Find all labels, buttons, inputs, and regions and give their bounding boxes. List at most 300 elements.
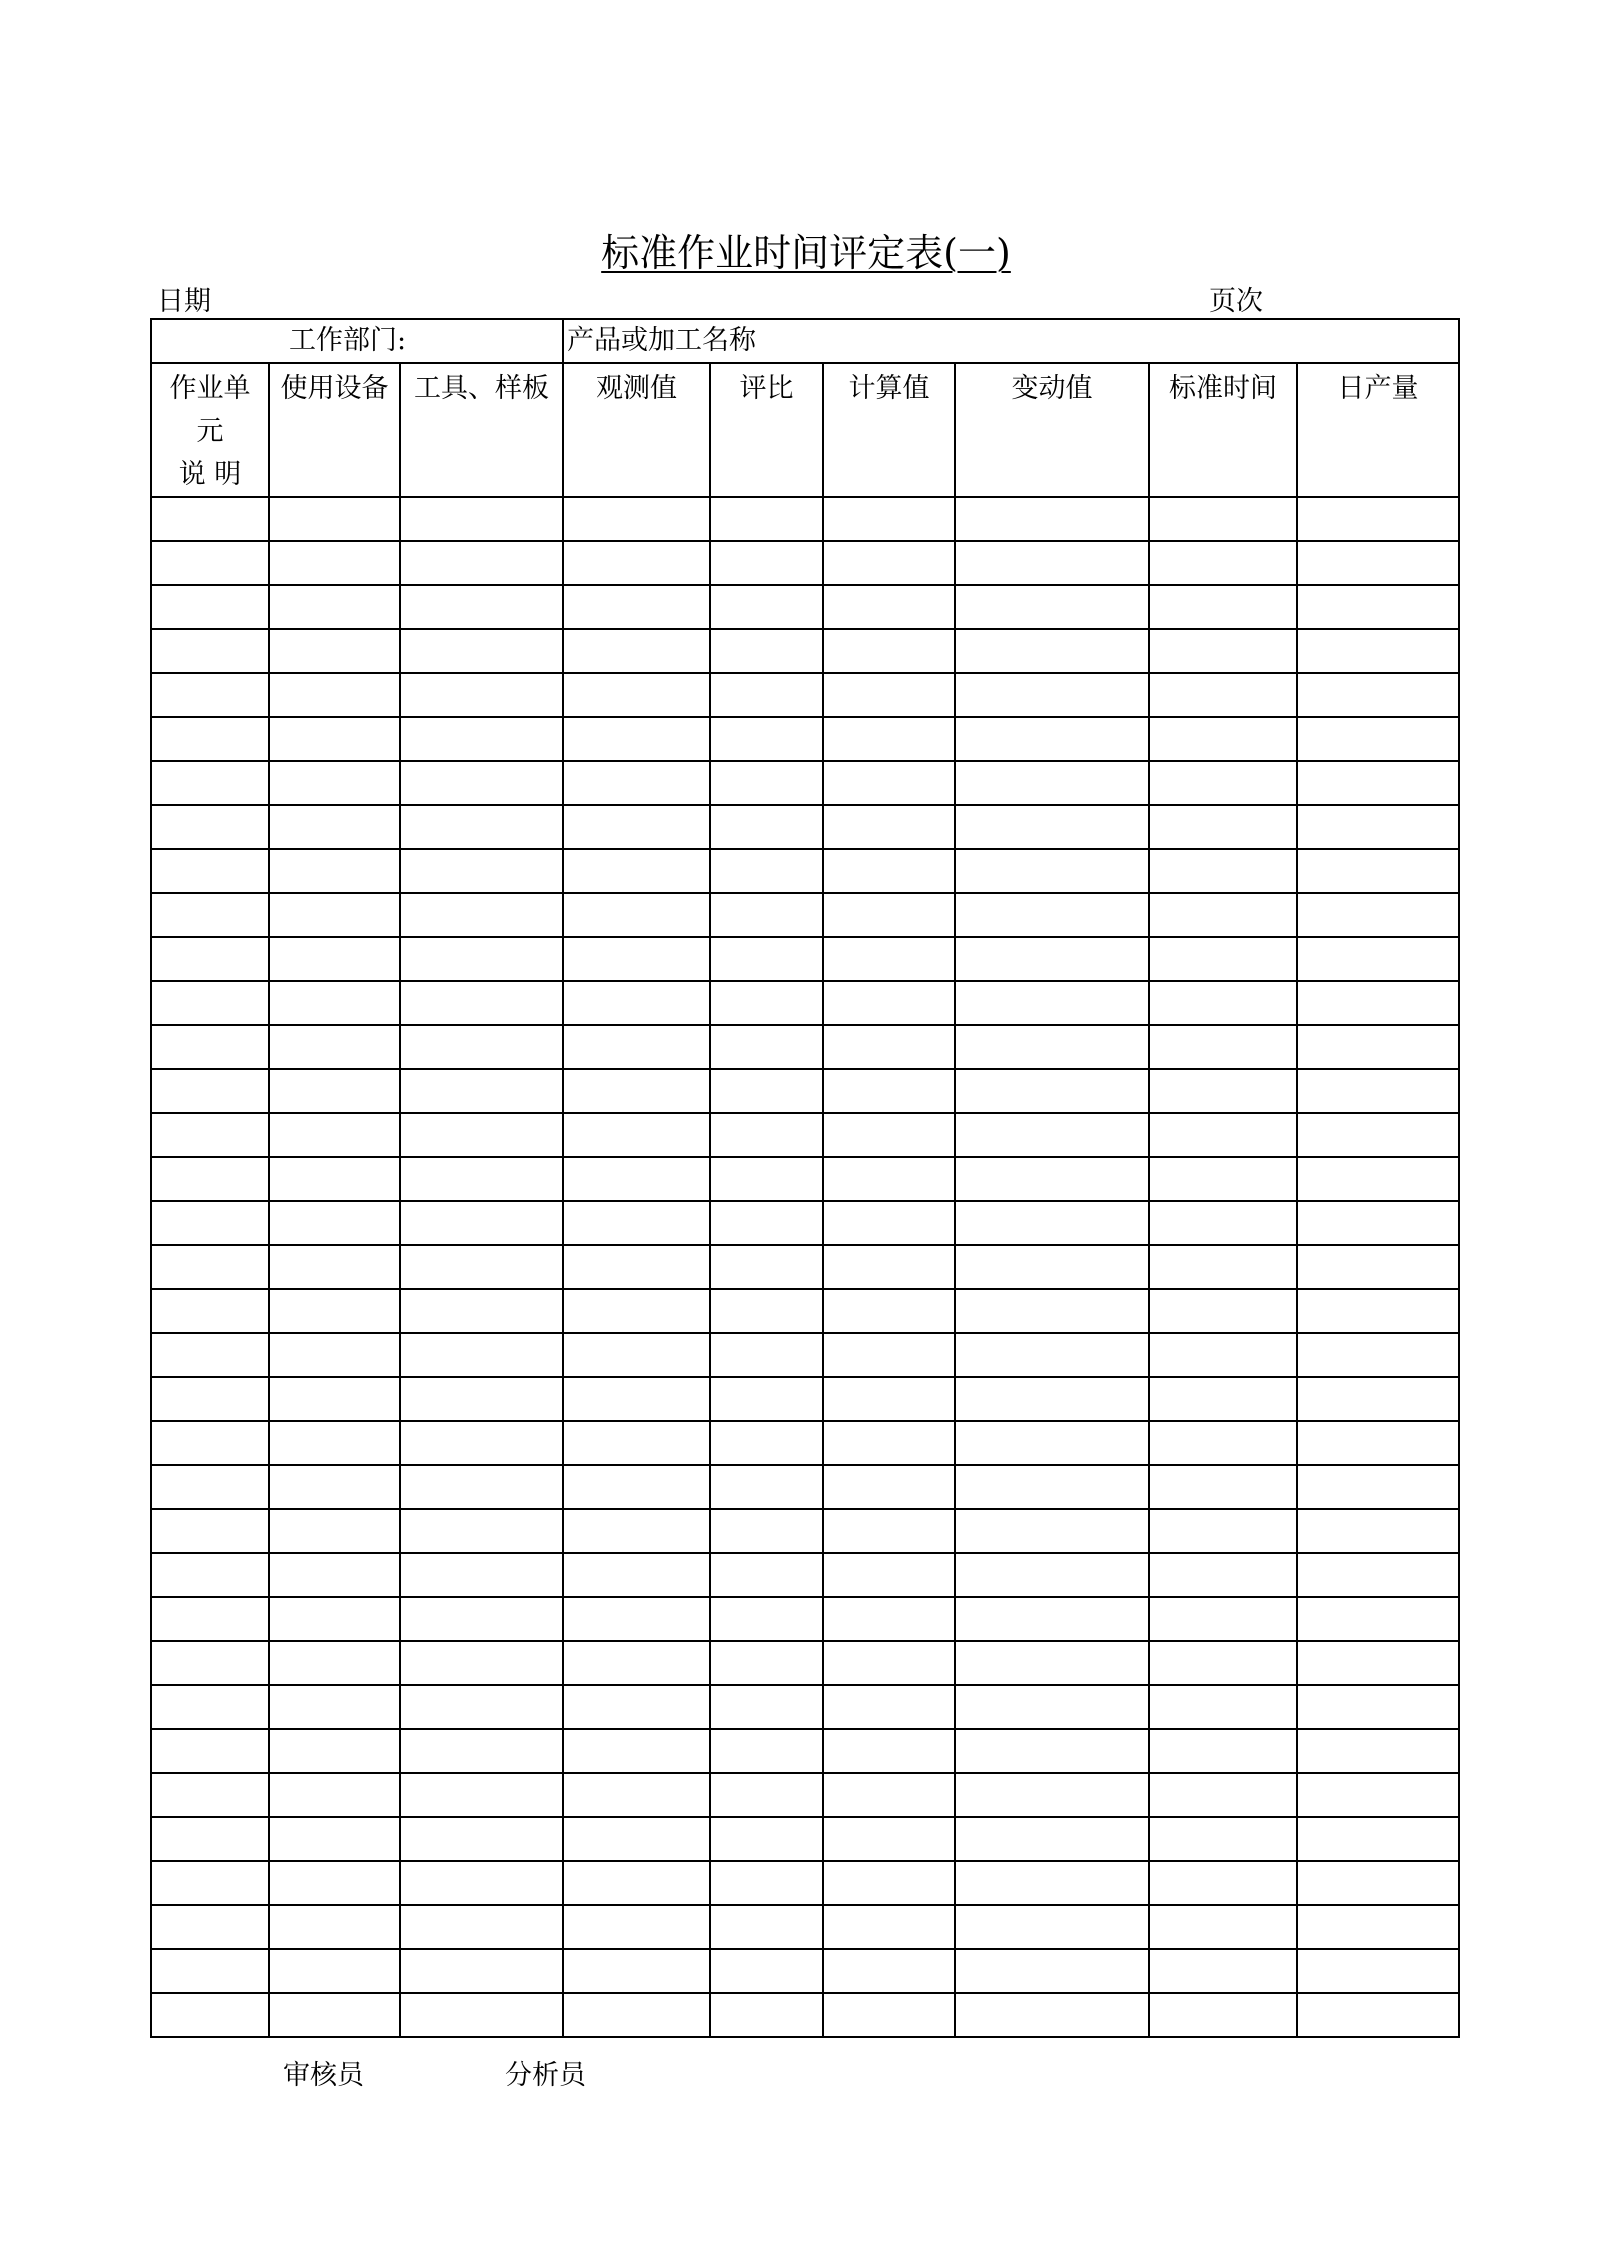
cell-observed[interactable] [563,1773,710,1817]
cell-calculated[interactable] [823,981,955,1025]
cell-calculated[interactable] [823,1377,955,1421]
cell-tools[interactable] [400,849,563,893]
cell-calculated[interactable] [823,1509,955,1553]
cell-tools[interactable] [400,1377,563,1421]
cell-daily-output[interactable] [1297,893,1459,937]
cell-equipment[interactable] [269,1993,400,2037]
cell-tools[interactable] [400,937,563,981]
cell-work-unit[interactable] [151,629,269,673]
cell-standard-time[interactable] [1149,1641,1297,1685]
cell-tools[interactable] [400,1113,563,1157]
cell-variable[interactable] [955,1377,1149,1421]
cell-standard-time[interactable] [1149,1113,1297,1157]
cell-tools[interactable] [400,1157,563,1201]
cell-daily-output[interactable] [1297,1861,1459,1905]
cell-work-unit[interactable] [151,761,269,805]
cell-daily-output[interactable] [1297,1157,1459,1201]
cell-tools[interactable] [400,1817,563,1861]
cell-observed[interactable] [563,585,710,629]
cell-equipment[interactable] [269,1465,400,1509]
cell-standard-time[interactable] [1149,673,1297,717]
cell-calculated[interactable] [823,1949,955,1993]
cell-rating[interactable] [710,1597,823,1641]
cell-rating[interactable] [710,1289,823,1333]
cell-equipment[interactable] [269,1509,400,1553]
cell-rating[interactable] [710,541,823,585]
cell-variable[interactable] [955,1597,1149,1641]
cell-observed[interactable] [563,1597,710,1641]
cell-variable[interactable] [955,849,1149,893]
cell-equipment[interactable] [269,1245,400,1289]
cell-equipment[interactable] [269,1729,400,1773]
cell-calculated[interactable] [823,1729,955,1773]
cell-equipment[interactable] [269,1905,400,1949]
cell-tools[interactable] [400,1685,563,1729]
cell-standard-time[interactable] [1149,1993,1297,2037]
cell-variable[interactable] [955,805,1149,849]
cell-daily-output[interactable] [1297,1817,1459,1861]
cell-observed[interactable] [563,1509,710,1553]
cell-observed[interactable] [563,1817,710,1861]
cell-variable[interactable] [955,585,1149,629]
cell-equipment[interactable] [269,1685,400,1729]
cell-work-unit[interactable] [151,1201,269,1245]
cell-variable[interactable] [955,1201,1149,1245]
cell-work-unit[interactable] [151,585,269,629]
cell-observed[interactable] [563,1993,710,2037]
cell-work-unit[interactable] [151,1025,269,1069]
cell-observed[interactable] [563,1245,710,1289]
cell-equipment[interactable] [269,1553,400,1597]
cell-work-unit[interactable] [151,1113,269,1157]
cell-standard-time[interactable] [1149,1069,1297,1113]
cell-tools[interactable] [400,981,563,1025]
cell-calculated[interactable] [823,1245,955,1289]
cell-daily-output[interactable] [1297,981,1459,1025]
cell-standard-time[interactable] [1149,981,1297,1025]
cell-observed[interactable] [563,673,710,717]
cell-equipment[interactable] [269,1773,400,1817]
cell-equipment[interactable] [269,1333,400,1377]
cell-rating[interactable] [710,981,823,1025]
cell-standard-time[interactable] [1149,1773,1297,1817]
cell-variable[interactable] [955,1685,1149,1729]
cell-rating[interactable] [710,1905,823,1949]
cell-daily-output[interactable] [1297,1553,1459,1597]
cell-calculated[interactable] [823,805,955,849]
cell-variable[interactable] [955,1069,1149,1113]
cell-tools[interactable] [400,893,563,937]
cell-calculated[interactable] [823,761,955,805]
cell-standard-time[interactable] [1149,1509,1297,1553]
cell-rating[interactable] [710,673,823,717]
cell-equipment[interactable] [269,1025,400,1069]
cell-equipment[interactable] [269,1597,400,1641]
cell-equipment[interactable] [269,1421,400,1465]
cell-variable[interactable] [955,673,1149,717]
cell-daily-output[interactable] [1297,1905,1459,1949]
cell-equipment[interactable] [269,1157,400,1201]
cell-equipment[interactable] [269,893,400,937]
cell-daily-output[interactable] [1297,1025,1459,1069]
cell-observed[interactable] [563,1157,710,1201]
cell-observed[interactable] [563,1729,710,1773]
cell-calculated[interactable] [823,1553,955,1597]
cell-observed[interactable] [563,1905,710,1949]
cell-tools[interactable] [400,1861,563,1905]
cell-daily-output[interactable] [1297,1069,1459,1113]
cell-calculated[interactable] [823,1465,955,1509]
cell-daily-output[interactable] [1297,1641,1459,1685]
cell-variable[interactable] [955,1509,1149,1553]
cell-tools[interactable] [400,1509,563,1553]
cell-standard-time[interactable] [1149,1817,1297,1861]
cell-tools[interactable] [400,541,563,585]
cell-tools[interactable] [400,673,563,717]
cell-standard-time[interactable] [1149,1201,1297,1245]
cell-rating[interactable] [710,717,823,761]
cell-work-unit[interactable] [151,1553,269,1597]
cell-work-unit[interactable] [151,1861,269,1905]
cell-tools[interactable] [400,717,563,761]
cell-calculated[interactable] [823,1861,955,1905]
cell-work-unit[interactable] [151,1597,269,1641]
cell-daily-output[interactable] [1297,1201,1459,1245]
cell-work-unit[interactable] [151,717,269,761]
cell-observed[interactable] [563,761,710,805]
cell-variable[interactable] [955,717,1149,761]
cell-daily-output[interactable] [1297,1685,1459,1729]
cell-work-unit[interactable] [151,1377,269,1421]
cell-tools[interactable] [400,1993,563,2037]
cell-daily-output[interactable] [1297,1465,1459,1509]
cell-equipment[interactable] [269,1641,400,1685]
cell-equipment[interactable] [269,1113,400,1157]
cell-tools[interactable] [400,1333,563,1377]
cell-daily-output[interactable] [1297,717,1459,761]
cell-calculated[interactable] [823,1993,955,2037]
cell-rating[interactable] [710,1729,823,1773]
cell-work-unit[interactable] [151,1333,269,1377]
cell-observed[interactable] [563,937,710,981]
cell-tools[interactable] [400,1949,563,1993]
cell-rating[interactable] [710,585,823,629]
cell-work-unit[interactable] [151,1069,269,1113]
cell-daily-output[interactable] [1297,1993,1459,2037]
cell-standard-time[interactable] [1149,1685,1297,1729]
cell-daily-output[interactable] [1297,1113,1459,1157]
cell-observed[interactable] [563,1641,710,1685]
cell-tools[interactable] [400,1641,563,1685]
cell-observed[interactable] [563,1685,710,1729]
cell-equipment[interactable] [269,981,400,1025]
cell-observed[interactable] [563,805,710,849]
cell-calculated[interactable] [823,1333,955,1377]
cell-equipment[interactable] [269,849,400,893]
cell-work-unit[interactable] [151,1509,269,1553]
cell-work-unit[interactable] [151,541,269,585]
cell-observed[interactable] [563,1861,710,1905]
cell-equipment[interactable] [269,1377,400,1421]
cell-variable[interactable] [955,629,1149,673]
cell-equipment[interactable] [269,673,400,717]
cell-daily-output[interactable] [1297,1289,1459,1333]
cell-rating[interactable] [710,1069,823,1113]
cell-work-unit[interactable] [151,1421,269,1465]
cell-calculated[interactable] [823,1201,955,1245]
cell-calculated[interactable] [823,585,955,629]
cell-daily-output[interactable] [1297,761,1459,805]
cell-observed[interactable] [563,629,710,673]
cell-tools[interactable] [400,1069,563,1113]
cell-daily-output[interactable] [1297,1949,1459,1993]
cell-observed[interactable] [563,1421,710,1465]
cell-rating[interactable] [710,1157,823,1201]
cell-rating[interactable] [710,1201,823,1245]
cell-work-unit[interactable] [151,1817,269,1861]
cell-daily-output[interactable] [1297,1729,1459,1773]
cell-calculated[interactable] [823,1685,955,1729]
cell-rating[interactable] [710,849,823,893]
cell-work-unit[interactable] [151,497,269,541]
cell-tools[interactable] [400,805,563,849]
cell-variable[interactable] [955,1421,1149,1465]
cell-variable[interactable] [955,1729,1149,1773]
cell-calculated[interactable] [823,1597,955,1641]
cell-standard-time[interactable] [1149,937,1297,981]
cell-equipment[interactable] [269,541,400,585]
cell-daily-output[interactable] [1297,1245,1459,1289]
cell-tools[interactable] [400,761,563,805]
cell-calculated[interactable] [823,629,955,673]
cell-equipment[interactable] [269,1289,400,1333]
cell-standard-time[interactable] [1149,497,1297,541]
cell-standard-time[interactable] [1149,1157,1297,1201]
cell-standard-time[interactable] [1149,717,1297,761]
cell-calculated[interactable] [823,1773,955,1817]
cell-observed[interactable] [563,717,710,761]
cell-equipment[interactable] [269,1861,400,1905]
cell-daily-output[interactable] [1297,1597,1459,1641]
cell-rating[interactable] [710,805,823,849]
cell-equipment[interactable] [269,1817,400,1861]
cell-observed[interactable] [563,1025,710,1069]
cell-standard-time[interactable] [1149,1905,1297,1949]
cell-calculated[interactable] [823,1641,955,1685]
cell-tools[interactable] [400,1729,563,1773]
cell-variable[interactable] [955,1245,1149,1289]
cell-standard-time[interactable] [1149,1377,1297,1421]
cell-calculated[interactable] [823,1069,955,1113]
cell-variable[interactable] [955,1289,1149,1333]
cell-observed[interactable] [563,1333,710,1377]
cell-rating[interactable] [710,1113,823,1157]
cell-standard-time[interactable] [1149,849,1297,893]
cell-rating[interactable] [710,1993,823,2037]
cell-variable[interactable] [955,1553,1149,1597]
cell-daily-output[interactable] [1297,1509,1459,1553]
cell-tools[interactable] [400,585,563,629]
cell-standard-time[interactable] [1149,1421,1297,1465]
cell-calculated[interactable] [823,717,955,761]
cell-calculated[interactable] [823,1289,955,1333]
cell-standard-time[interactable] [1149,629,1297,673]
cell-variable[interactable] [955,1157,1149,1201]
cell-tools[interactable] [400,1245,563,1289]
cell-tools[interactable] [400,629,563,673]
cell-standard-time[interactable] [1149,1861,1297,1905]
cell-work-unit[interactable] [151,937,269,981]
cell-variable[interactable] [955,981,1149,1025]
cell-rating[interactable] [710,1333,823,1377]
cell-variable[interactable] [955,1817,1149,1861]
cell-tools[interactable] [400,497,563,541]
cell-observed[interactable] [563,541,710,585]
cell-tools[interactable] [400,1773,563,1817]
cell-calculated[interactable] [823,1025,955,1069]
cell-observed[interactable] [563,893,710,937]
cell-work-unit[interactable] [151,1729,269,1773]
cell-observed[interactable] [563,1069,710,1113]
cell-variable[interactable] [955,937,1149,981]
department-field[interactable] [151,319,563,363]
cell-equipment[interactable] [269,805,400,849]
cell-work-unit[interactable] [151,893,269,937]
cell-calculated[interactable] [823,1113,955,1157]
cell-observed[interactable] [563,497,710,541]
cell-calculated[interactable] [823,1157,955,1201]
cell-work-unit[interactable] [151,849,269,893]
cell-rating[interactable] [710,1773,823,1817]
cell-variable[interactable] [955,1861,1149,1905]
product-name-field[interactable] [563,319,1459,363]
cell-daily-output[interactable] [1297,1773,1459,1817]
cell-variable[interactable] [955,1333,1149,1377]
cell-variable[interactable] [955,1905,1149,1949]
cell-daily-output[interactable] [1297,937,1459,981]
cell-standard-time[interactable] [1149,1245,1297,1289]
cell-rating[interactable] [710,1465,823,1509]
cell-work-unit[interactable] [151,1905,269,1949]
cell-work-unit[interactable] [151,1993,269,2037]
cell-rating[interactable] [710,1949,823,1993]
cell-observed[interactable] [563,981,710,1025]
cell-daily-output[interactable] [1297,497,1459,541]
cell-calculated[interactable] [823,673,955,717]
cell-equipment[interactable] [269,761,400,805]
cell-calculated[interactable] [823,497,955,541]
cell-work-unit[interactable] [151,673,269,717]
cell-standard-time[interactable] [1149,1289,1297,1333]
cell-daily-output[interactable] [1297,1333,1459,1377]
cell-daily-output[interactable] [1297,805,1459,849]
cell-tools[interactable] [400,1421,563,1465]
cell-work-unit[interactable] [151,1157,269,1201]
cell-rating[interactable] [710,1509,823,1553]
cell-standard-time[interactable] [1149,541,1297,585]
cell-work-unit[interactable] [151,1773,269,1817]
cell-work-unit[interactable] [151,981,269,1025]
cell-variable[interactable] [955,761,1149,805]
cell-daily-output[interactable] [1297,673,1459,717]
cell-daily-output[interactable] [1297,849,1459,893]
cell-variable[interactable] [955,497,1149,541]
cell-rating[interactable] [710,1861,823,1905]
cell-variable[interactable] [955,1641,1149,1685]
cell-rating[interactable] [710,937,823,981]
cell-standard-time[interactable] [1149,761,1297,805]
cell-tools[interactable] [400,1465,563,1509]
cell-equipment[interactable] [269,629,400,673]
cell-variable[interactable] [955,1025,1149,1069]
cell-work-unit[interactable] [151,1245,269,1289]
cell-equipment[interactable] [269,937,400,981]
cell-observed[interactable] [563,1377,710,1421]
cell-variable[interactable] [955,1465,1149,1509]
cell-calculated[interactable] [823,541,955,585]
cell-variable[interactable] [955,893,1149,937]
cell-observed[interactable] [563,1113,710,1157]
cell-rating[interactable] [710,1641,823,1685]
cell-work-unit[interactable] [151,1465,269,1509]
cell-calculated[interactable] [823,849,955,893]
cell-standard-time[interactable] [1149,893,1297,937]
cell-equipment[interactable] [269,1069,400,1113]
cell-work-unit[interactable] [151,1289,269,1333]
cell-calculated[interactable] [823,1817,955,1861]
cell-tools[interactable] [400,1597,563,1641]
cell-standard-time[interactable] [1149,1025,1297,1069]
cell-standard-time[interactable] [1149,1465,1297,1509]
cell-observed[interactable] [563,1201,710,1245]
cell-standard-time[interactable] [1149,585,1297,629]
cell-work-unit[interactable] [151,1949,269,1993]
cell-rating[interactable] [710,893,823,937]
cell-standard-time[interactable] [1149,1729,1297,1773]
cell-standard-time[interactable] [1149,805,1297,849]
cell-rating[interactable] [710,1553,823,1597]
cell-equipment[interactable] [269,1201,400,1245]
cell-tools[interactable] [400,1289,563,1333]
cell-calculated[interactable] [823,893,955,937]
cell-observed[interactable] [563,1553,710,1597]
cell-variable[interactable] [955,1993,1149,2037]
cell-daily-output[interactable] [1297,1377,1459,1421]
cell-variable[interactable] [955,1113,1149,1157]
cell-rating[interactable] [710,1817,823,1861]
cell-rating[interactable] [710,629,823,673]
cell-tools[interactable] [400,1553,563,1597]
cell-tools[interactable] [400,1905,563,1949]
cell-tools[interactable] [400,1201,563,1245]
cell-daily-output[interactable] [1297,629,1459,673]
cell-daily-output[interactable] [1297,585,1459,629]
cell-rating[interactable] [710,1245,823,1289]
cell-work-unit[interactable] [151,1685,269,1729]
cell-rating[interactable] [710,1025,823,1069]
cell-variable[interactable] [955,1773,1149,1817]
cell-rating[interactable] [710,1377,823,1421]
cell-rating[interactable] [710,497,823,541]
cell-variable[interactable] [955,1949,1149,1993]
cell-variable[interactable] [955,541,1149,585]
cell-observed[interactable] [563,849,710,893]
cell-observed[interactable] [563,1949,710,1993]
cell-standard-time[interactable] [1149,1553,1297,1597]
cell-equipment[interactable] [269,497,400,541]
cell-standard-time[interactable] [1149,1597,1297,1641]
cell-work-unit[interactable] [151,805,269,849]
